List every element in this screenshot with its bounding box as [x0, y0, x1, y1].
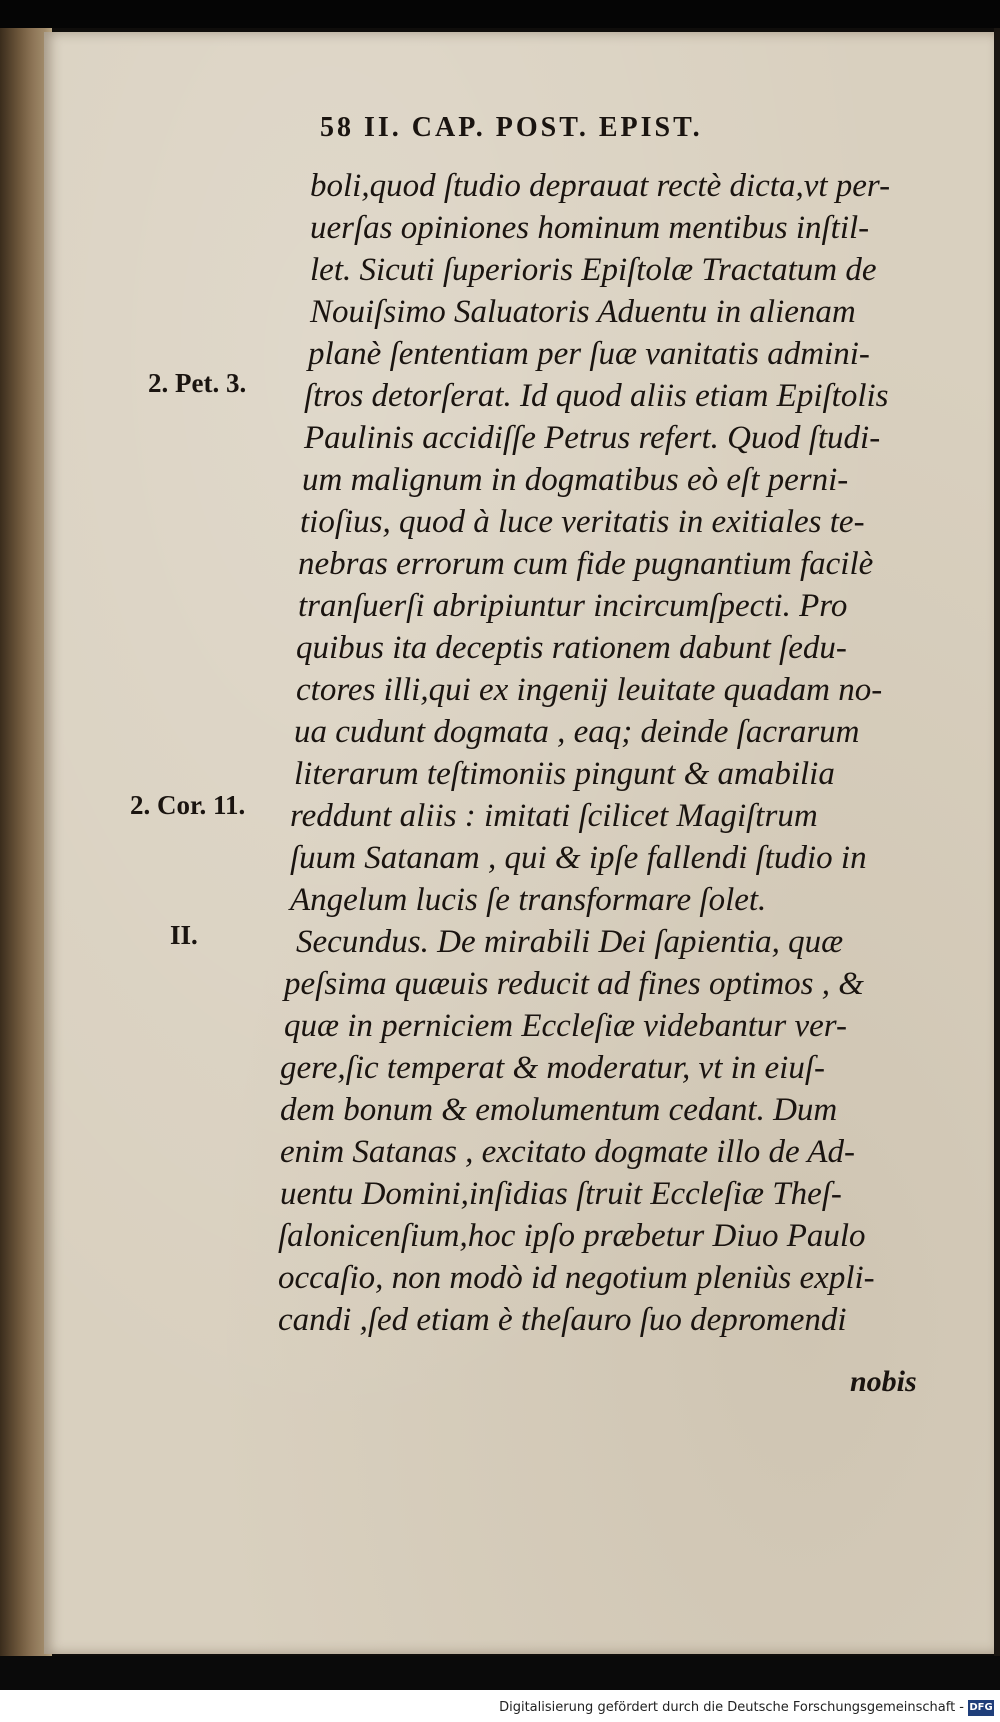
text-line: Secundus. De mirabili Dei ſapientia, quæ: [296, 924, 844, 960]
text-line: ua cudunt dogmata , eaq; deinde ſacrarum: [294, 714, 860, 750]
catchword: nobis: [850, 1365, 917, 1398]
text-line: literarum teſtimoniis pingunt & amabilia: [294, 756, 835, 792]
text-line: boli,quod ſtudio deprauat rectè dicta,vt per-: [310, 168, 891, 204]
text-line: tranſuerſi abripiuntur incircumſpecti. Pro: [298, 588, 848, 624]
text-line: uentu Domini,inſidias ſtruit Eccleſiæ Theſ-: [280, 1176, 842, 1212]
text-line: Nouiſsimo Saluatoris Aduentu in alienam: [310, 294, 856, 330]
text-line: ſuum Satanam , qui & ipſe fallendi ſtudio in: [290, 840, 867, 876]
running-head: 58 II. CAP. POST. EPIST.: [320, 112, 703, 143]
text-line: reddunt aliis : imitati ſcilicet Magiſtrum: [290, 798, 818, 834]
digitization-credit: Digitalisierung gefördert durch die Deutsche Forschungsgemeinschaft -: [499, 1700, 964, 1715]
scan-right-border: [994, 28, 1000, 1658]
text-line: quæ in perniciem Eccleſiæ videbantur ver-: [284, 1008, 847, 1044]
text-line: candi ,ſed etiam è theſauro ſuo depromendi: [278, 1302, 847, 1338]
text-line: ſalonicenſium,hoc ipſo præbetur Diuo Paulo: [278, 1218, 866, 1254]
margin-note-cor: 2. Cor. 11.: [130, 790, 246, 820]
dfg-logo: DFG: [968, 1700, 994, 1716]
text-line: peſsima quæuis reducit ad fines optimos , &: [284, 966, 864, 1002]
text-line: tioſius, quod à luce veritatis in exitiales te-: [300, 504, 865, 540]
text-line: Paulinis accidiſſe Petrus refert. Quod ſtudi-: [304, 420, 881, 456]
text-line: ctores illi,qui ex ingenij leuitate quadam no-: [296, 672, 883, 708]
text-line: ſtros detorſerat. Id quod aliis etiam Epiſtolis: [304, 378, 889, 414]
margin-note-pet: 2. Pet. 3.: [148, 368, 247, 398]
text-line: um malignum in dogmatibus eò eſt perni-: [302, 462, 849, 498]
margin-note-section: II.: [170, 920, 198, 950]
text-line: occaſio, non modò id negotium pleniùs expli-: [278, 1260, 875, 1296]
text-line: uerſas opiniones hominum mentibus inſtil-: [310, 210, 870, 246]
text-line: let. Sicuti ſuperioris Epiſtolæ Tractatum de: [310, 252, 877, 288]
text-line: nebras errorum cum fide pugnantium facilè: [298, 546, 874, 582]
scan-bottom-border: [0, 1656, 1000, 1690]
scan-top-border: [0, 0, 1000, 28]
text-line: planè ſententiam per ſuæ vanitatis admini-: [308, 336, 870, 372]
text-line: quibus ita deceptis rationem dabunt ſedu-: [296, 630, 847, 666]
text-line: gere,ſic temperat & moderatur, vt in eiuſ-: [280, 1050, 825, 1086]
text-line: dem bonum & emolumentum cedant. Dum: [280, 1092, 838, 1128]
text-line: enim Satanas , excitato dogmate illo de Ad-: [280, 1134, 855, 1170]
text-line: Angelum lucis ſe transformare ſolet.: [290, 882, 767, 918]
